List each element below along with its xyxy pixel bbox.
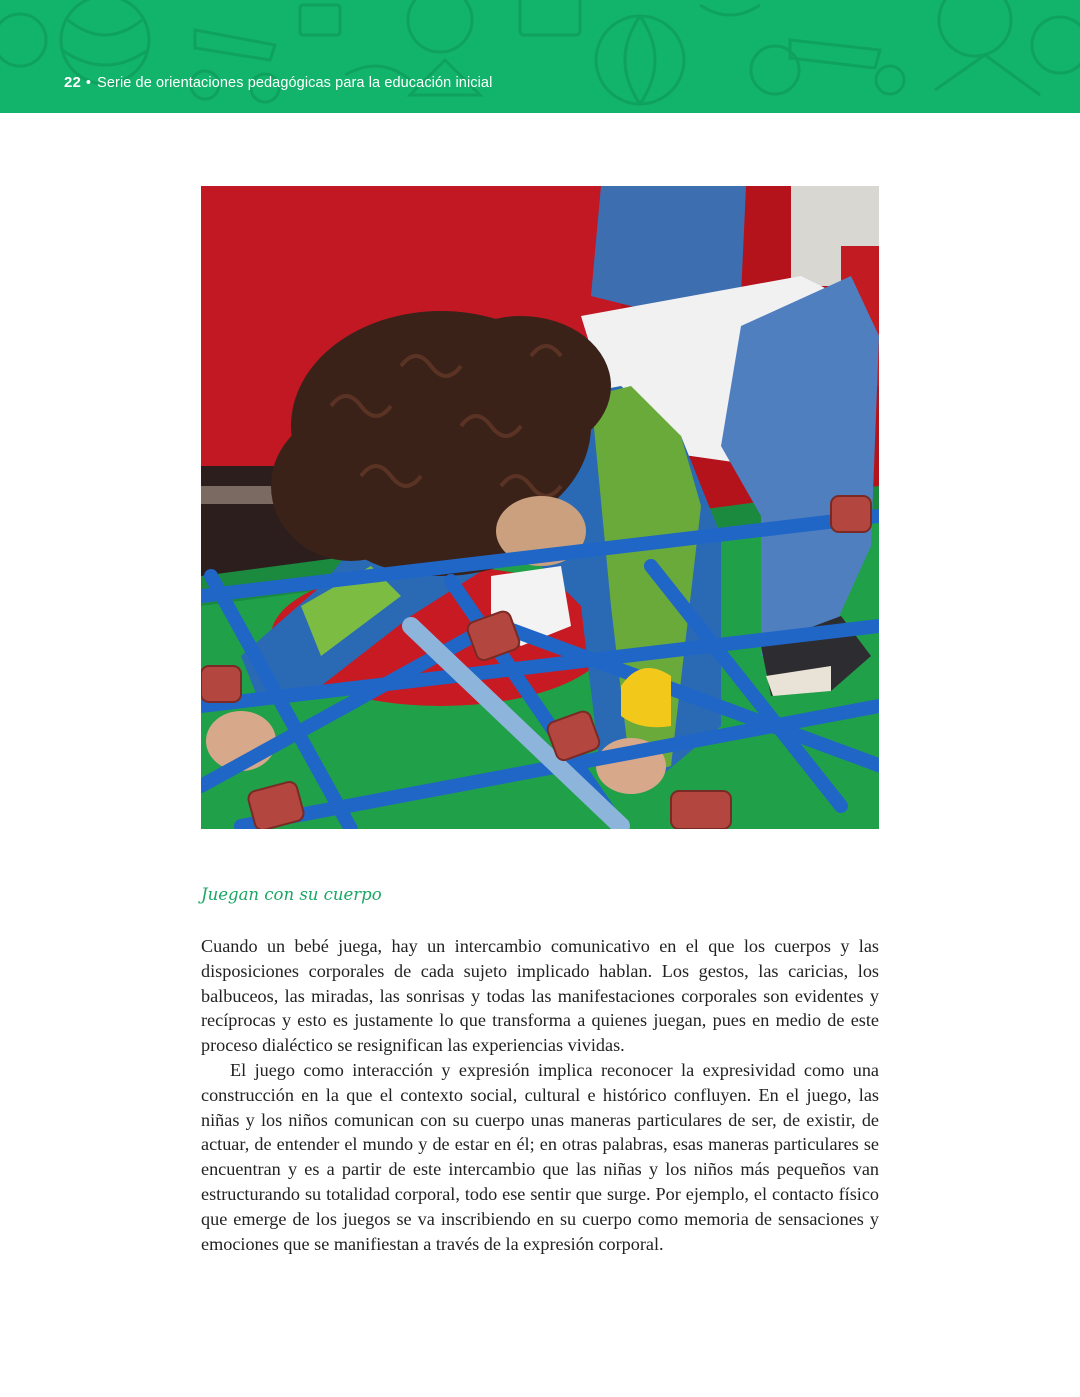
photo-child-climbing-playground — [201, 186, 879, 829]
toy-pattern-decoration — [0, 0, 1080, 113]
header-separator: • — [85, 75, 92, 91]
paragraph-1: Cuando un bebé juega, hay un intercambio comunicativo en el que los cuerpos y las disposiciones corporales de cada sujeto implicado hablan. Los gestos, las caricias, los balbuceos, las miradas, las sonrisas y todas las manifestaciones corporales son evidentes y recíprocas y esto es justamente lo que transforma a quienes juegan, pues en medio de este proceso dialéctico se resignifican las experiencias vividas. — [201, 936, 879, 1056]
header-band — [0, 0, 1080, 113]
body-text — [201, 934, 879, 1256]
running-header — [64, 74, 492, 91]
series-title: Serie de orientaciones pedagógicas para la educación inicial — [97, 75, 493, 91]
page-number: 22 — [64, 74, 81, 91]
photo-illustration — [201, 186, 879, 829]
paragraph-2: El juego como interacción y expresión implica reconocer la expresividad como una construcción en la que el contexto social, cultural e histórico confluyen. En el juego, las niñas y los niños comunican con su cuerpo unas maneras particulares de ser, de existir, de actuar, de entender el mundo y de estar en él; en otras palabras, esas maneras particulares se encuentran y es a partir de este intercambio que las niñas y los niños más pequeños van estructurando su totalidad corporal, todo ese sentir que surge. Por ejemplo, el contacto físico que emerge de los juegos se va inscribiendo en su cuerpo como memoria de sensaciones y emociones que se manifiestan a través de la expresión corporal. — [201, 1059, 879, 1254]
figure-caption: Juegan con su cuerpo — [201, 885, 382, 904]
